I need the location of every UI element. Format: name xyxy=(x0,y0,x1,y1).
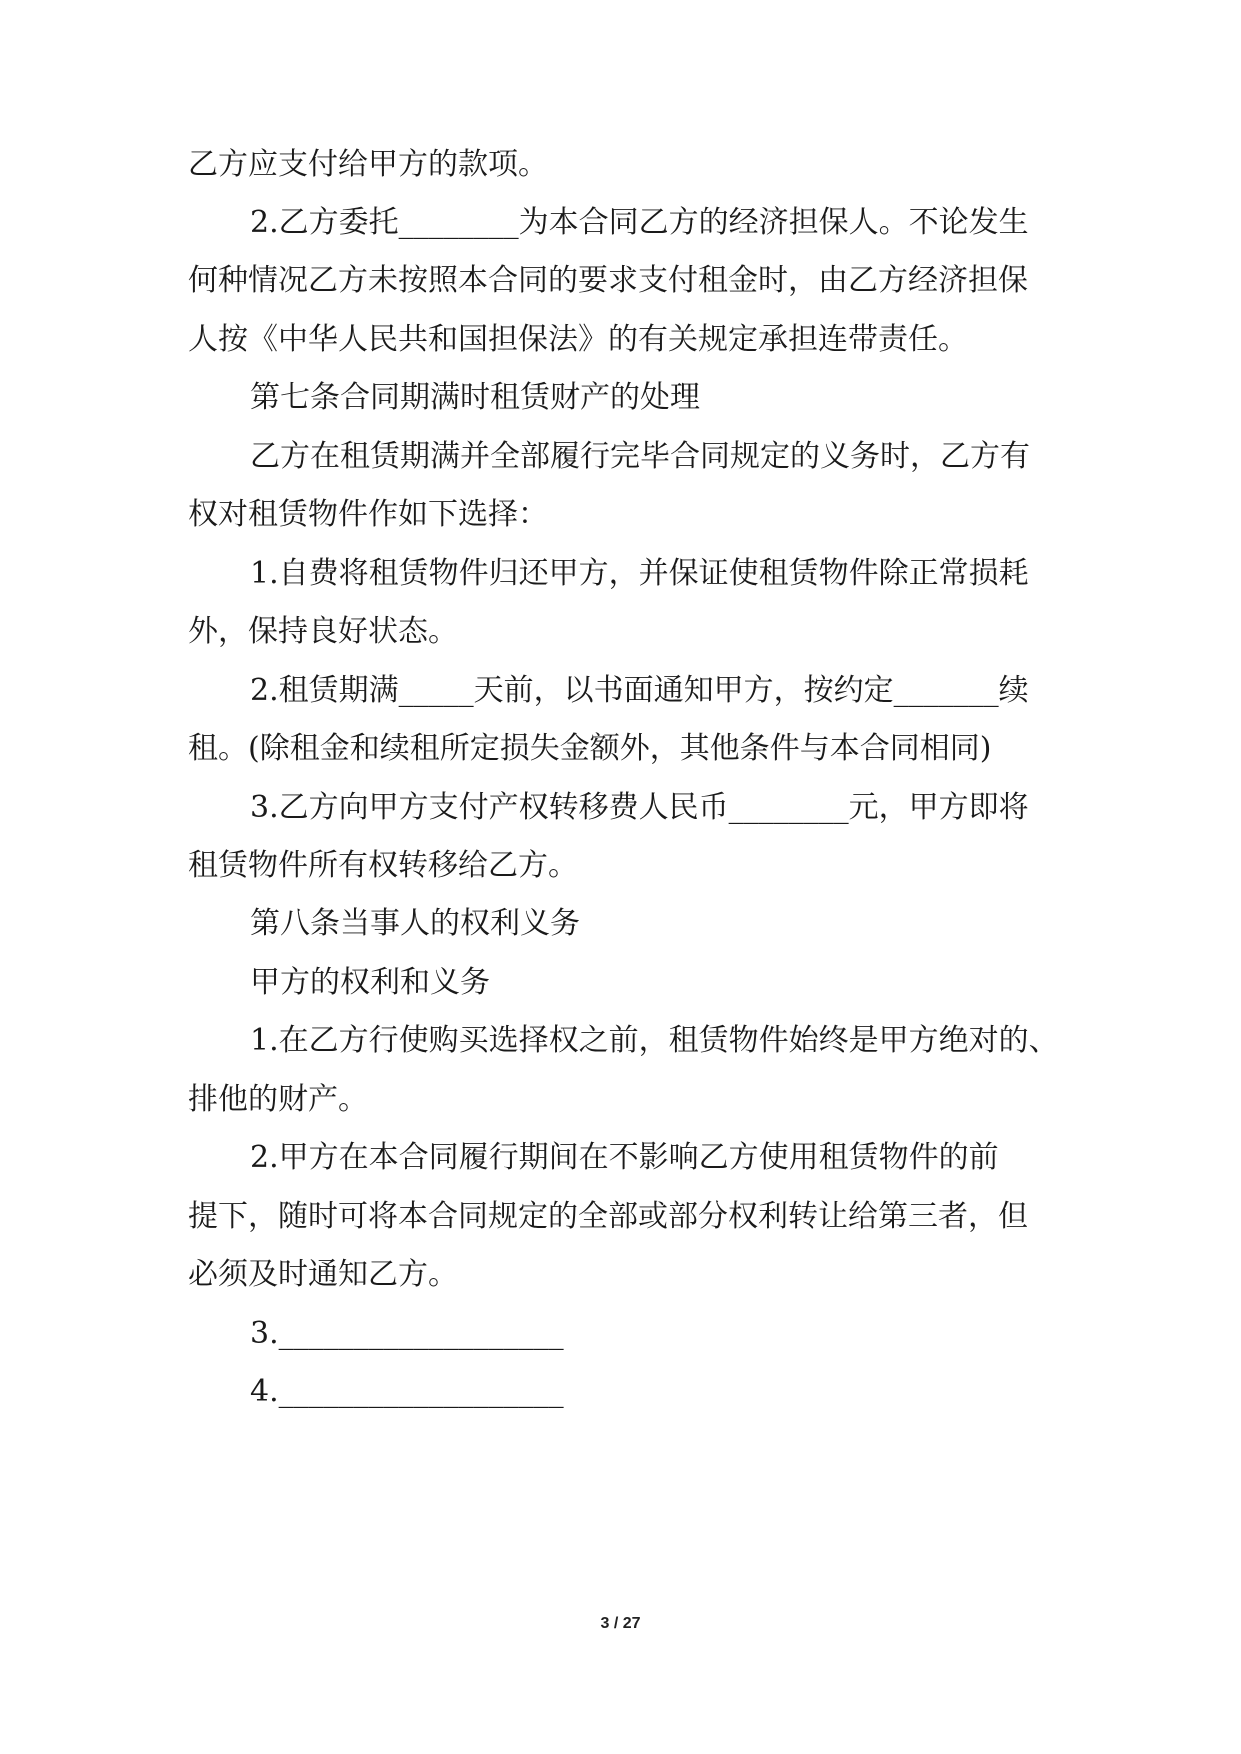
text-line-9: 外，保持良好状态。 xyxy=(188,614,458,649)
text-line-6: 乙方在租赁期满并全部履行完毕合同规定的义务时，乙方有 xyxy=(250,439,1030,474)
text-line-7: 权对租赁物件作如下选择： xyxy=(188,497,548,532)
text-line-17: 排他的财产。 xyxy=(188,1082,368,1117)
text-line-18: 2.甲方在本合同履行期间在不影响乙方使用租赁物件的前 xyxy=(250,1140,999,1175)
text-line-20: 必须及时通知乙方。 xyxy=(188,1257,458,1292)
text-line-1: 乙方应支付给甲方的款项。 xyxy=(188,147,548,182)
text-line-13: 租赁物件所有权转移给乙方。 xyxy=(188,848,578,883)
text-line-3: 何种情况乙方未按照本合同的要求支付租金时，由乙方经济担保 xyxy=(188,263,1028,298)
text-line-10: 2.租赁期满_____天前，以书面通知甲方，按约定_______续 xyxy=(250,673,1029,708)
text-line-2: 2.乙方委托________为本合同乙方的经济担保人。不论发生 xyxy=(250,205,1029,240)
blank-item-3: 3.___________________ xyxy=(250,1316,564,1351)
text-line-16: 1.在乙方行使购买选择权之前，租赁物件始终是甲方绝对的、 xyxy=(250,1023,1059,1058)
text-line-8: 1.自费将租赁物件归还甲方，并保证使租赁物件除正常损耗 xyxy=(250,556,1029,591)
blank-item-4: 4.___________________ xyxy=(250,1374,564,1409)
section-heading-8: 第八条当事人的权利义务 xyxy=(250,906,580,941)
text-line-19: 提下，随时可将本合同规定的全部或部分权利转让给第三者，但 xyxy=(188,1199,1028,1234)
page-number: 3 / 27 xyxy=(600,1615,641,1632)
subsection-heading: 甲方的权利和义务 xyxy=(250,965,490,1000)
text-line-12: 3.乙方向甲方支付产权转移费人民币________元，甲方即将 xyxy=(250,790,1029,825)
text-line-4: 人按《中华人民共和国担保法》的有关规定承担连带责任。 xyxy=(188,322,968,357)
text-line-11: 租。(除租金和续租所定损失金额外，其他条件与本合同相同) xyxy=(188,731,992,766)
section-heading-7: 第七条合同期满时租赁财产的处理 xyxy=(250,380,700,415)
